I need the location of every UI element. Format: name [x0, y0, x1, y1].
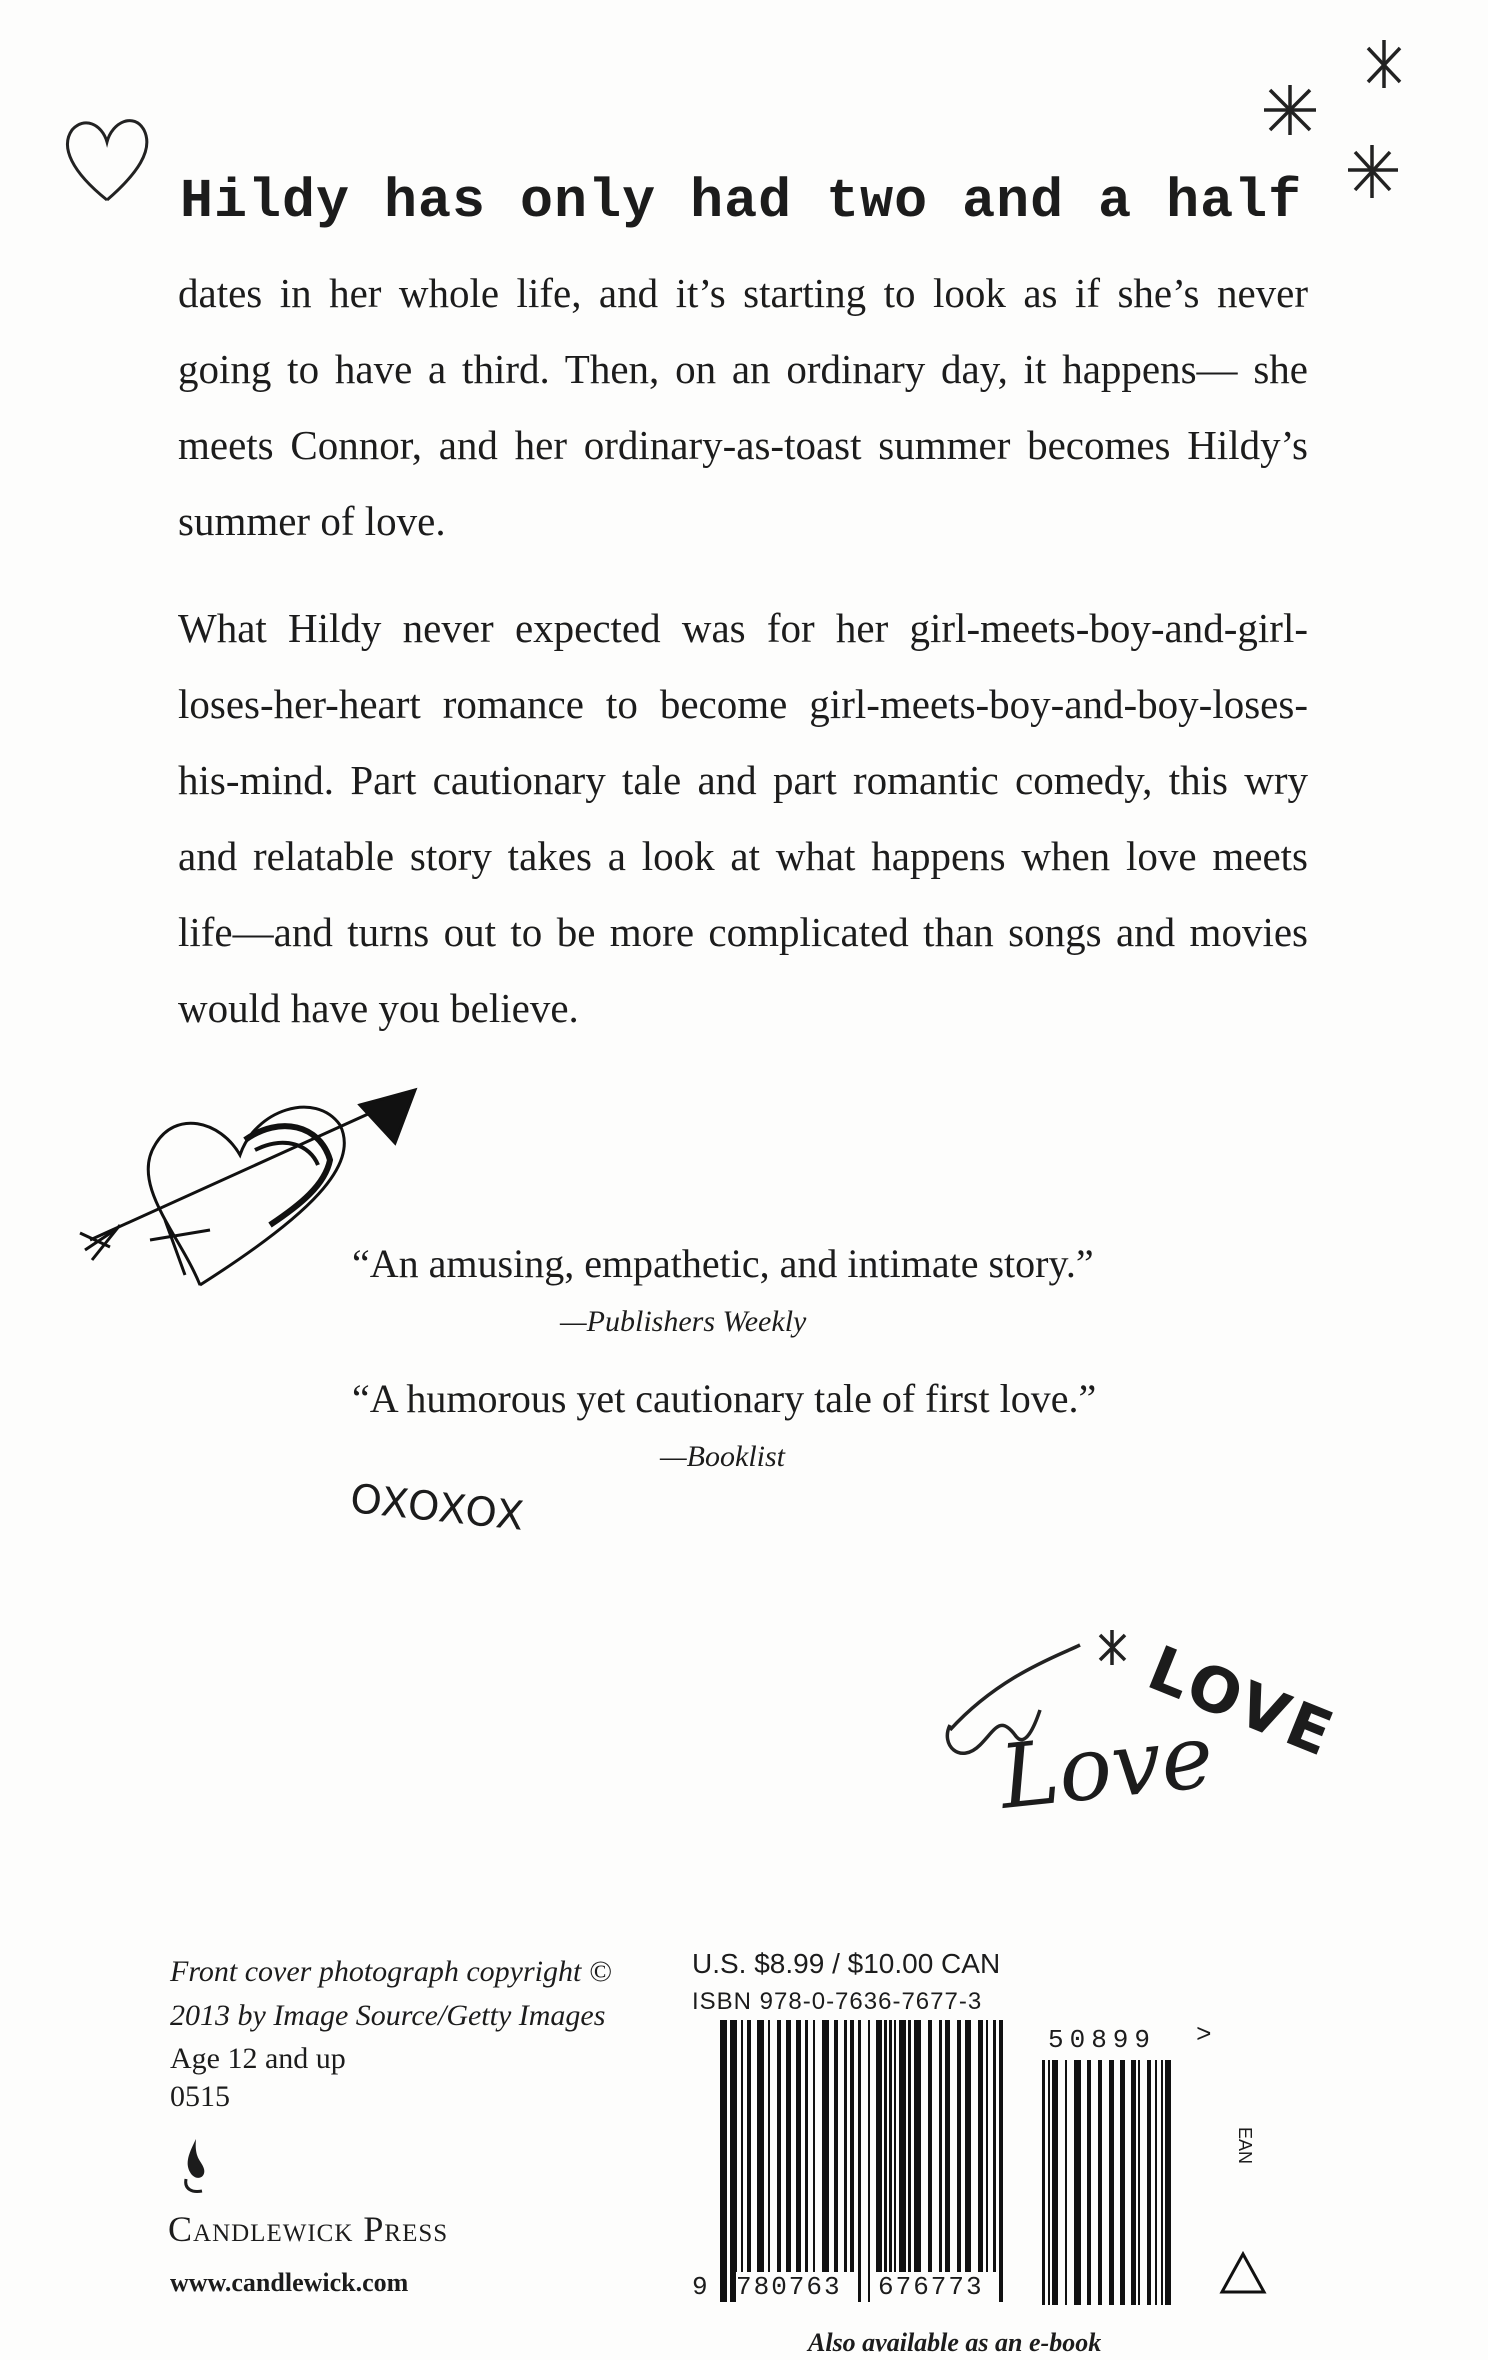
blurb-lead: Hildy has only had two and a half	[180, 170, 1303, 233]
cover-credit-line-2: 2013 by Image Source/Getty Images	[170, 1999, 606, 2032]
publisher-website: www.candlewick.com	[170, 2268, 409, 2297]
review-source-1: —Publishers Weekly	[560, 1305, 807, 1338]
small-heart-doodle	[52, 102, 162, 212]
review-source-2: —Booklist	[660, 1440, 785, 1473]
publisher-name: Candlewick Press	[168, 2209, 449, 2249]
ean-digits-right: 676773	[878, 2272, 984, 2302]
blurb-paragraph-2: What Hildy never expected was for her girl-meets-boy-and-girl-loses-her-heart romance to become girl-meets-boy-and-boy-loses-his-mind. Part cautionary tale and part romantic comedy, this wry and relatable story takes a look at what happens when love meets life—and turns out to be more complicated than songs and movies would have you believe.	[178, 605, 1308, 1031]
triangle-mark	[1218, 2250, 1268, 2296]
candle-logo	[176, 2135, 216, 2197]
age-range: Age 12 and up	[170, 2042, 346, 2075]
love-script-text: Love	[995, 1704, 1219, 1829]
print-code: 0515	[170, 2080, 230, 2113]
addon-digits: 50899	[1048, 2025, 1157, 2055]
ean-label: EAN	[1235, 2126, 1256, 2165]
love-doodle	[940, 1615, 1390, 1855]
ean-digits-left: 780763	[736, 2272, 842, 2302]
cover-credit	[170, 1950, 612, 2038]
review-quote-1: “An amusing, empathetic, and intimate story.”	[352, 1241, 1094, 1286]
ean-digit-prefix: 9	[692, 2272, 708, 2302]
price: U.S. $8.99 / $10.00 CAN	[692, 1948, 1001, 1979]
review-quote-2: “A humorous yet cautionary tale of first love.”	[352, 1376, 1097, 1421]
addon-barcode	[1040, 2060, 1190, 2310]
love-caps-text: LOVE	[1138, 1631, 1347, 1772]
addon-mark: >	[1196, 2020, 1212, 2050]
ebook-note: Also available as an e-book	[808, 2328, 1102, 2357]
blurb-paragraph-1: dates in her whole life, and it’s starting to look as if she’s never going to have a third. Then, on an ordinary day, it happens— she meets Connor, and her ordinary-as-toast summer becomes Hildy’s summer of love.	[178, 270, 1308, 544]
cover-credit-line-1: Front cover photograph copyright ©	[170, 1955, 612, 1988]
isbn: ISBN 978-0-7636-7677-3	[692, 1988, 983, 2015]
ean-barcode	[718, 2020, 1018, 2310]
xo-doodle: OXOXOX	[348, 1475, 528, 1541]
